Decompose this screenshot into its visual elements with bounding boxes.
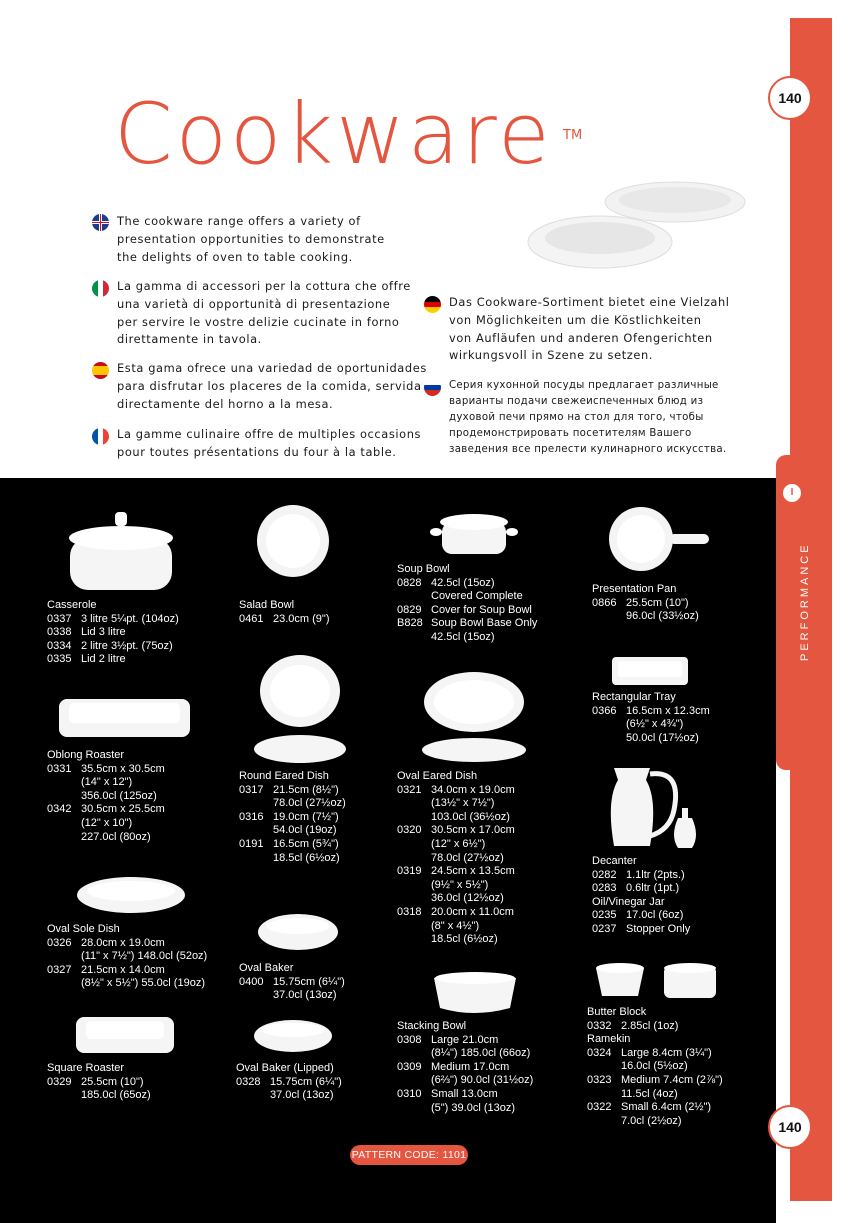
product-desc: 20.0cm x 11.0cm (8" x 4½") 18.5cl (6½oz) [431,905,514,946]
product-desc: Lid 3 litre [81,626,126,639]
paragraph-italian: La gamma di accessori per la cottura che offre una varietà di opportunità di presentazione per servire le vostre delizie cucinate in forno direttamente in tavola. [117,279,411,347]
product-desc: 30.5cm x 25.5cm (12" x 10") 227.0cl (80oz) [81,803,165,843]
oblong-roaster-image [57,697,192,739]
product-title: Oval Baker (Lipped) [236,1062,334,1074]
product-title: Oval Eared Dish [397,770,478,782]
product-round-eared-dish [239,770,346,865]
soup-bowl-image [430,508,518,558]
germany-flag-icon [424,296,441,313]
hero-dishes-image [500,160,760,280]
oval-sole-dish-image [75,875,187,917]
product-desc: 16.5cm (5¾") 18.5cl (6½oz) [273,837,340,864]
product-desc: 2 litre 3½pt. (75oz) [81,639,173,652]
page-number-bottom: 140 [768,1105,812,1149]
product-title: Oil/Vinegar Jar [592,895,665,908]
product-desc: 25.5cm (10") 96.0cl (33½oz) [626,596,699,623]
product-desc: Soup Bowl Base Only 42.5cl (15oz) [431,617,538,643]
product-square-roaster [47,1062,151,1103]
salad-bowl-image [255,503,335,583]
product-code: 0319 [397,865,422,878]
product-title: Oblong Roaster [47,749,125,761]
product-desc: 21.5cm x 14.0cm (8½" x 5½") 55.0cl (19oz) [81,963,205,990]
product-code: 0322 [587,1101,612,1114]
product-code: 0309 [397,1060,422,1073]
rectangular-tray-image [610,655,690,687]
product-title: Presentation Pan [592,583,677,595]
product-code: 0191 [239,837,264,850]
product-stacking-bowl [397,1020,533,1115]
product-desc: 30.5cm x 17.0cm (12" x 6½") 78.0cl (27½oz) [431,824,515,864]
oval-baker-lipped-image [252,1018,334,1058]
france-flag-icon [92,428,109,445]
product-oblong-roaster [47,749,165,844]
product-desc: 25.5cm (10") 185.0cl (65oz) [81,1075,151,1102]
product-desc: Medium 17.0cm (6⅔") 90.0cl (31½oz) [431,1060,534,1087]
product-desc: 15.75cm (6¼") 37.0cl (13oz) [273,975,345,1002]
trademark: TM [563,128,583,143]
product-code: 0337 [47,612,72,625]
product-code: 0332 [587,1019,612,1032]
italy-flag-icon [92,280,109,297]
section-label: PERFORMANCE [799,542,811,661]
product-code: 0866 [592,596,617,609]
product-desc: 16.5cm x 12.3cm (6½" x 4¾") 50.0cl (17½oz) [626,704,710,744]
oval-eared-dish-image [418,670,530,768]
square-roaster-image [74,1015,176,1055]
product-title: Oval Baker [239,962,294,974]
product-code: 0335 [47,653,72,666]
product-code: B828 [397,617,423,630]
product-desc: 19.0cm (7½") 54.0cl (19oz) [273,810,339,837]
product-code: 0828 [397,576,422,589]
product-code: 0461 [239,612,264,625]
butter-block-ramekin-image [592,962,722,1002]
product-code: 0400 [239,975,264,988]
product-code: 0324 [587,1046,612,1059]
product-desc: 15.75cm (6¼") 37.0cl (13oz) [270,1075,342,1102]
product-code: 0282 [592,868,617,881]
product-desc: Small 6.4cm (2½") 7.0cl (2½oz) [621,1101,712,1127]
product-title: Square Roaster [47,1062,125,1074]
product-desc: 21.5cm (8½") 78.0cl (27½oz) [273,783,346,810]
product-code: 0342 [47,803,72,816]
product-oval-sole-dish [47,923,207,991]
stacking-bowl-image [430,968,520,1016]
product-desc: Medium 7.4cm (2⅞") 11.5cl (4oz) [621,1073,723,1100]
paragraph-german: Das Cookware-Sortiment bietet eine Vielzahl von Möglichkeiten um die Köstlichkeiten von Aufläufen und anderen Ofengerichten wirkungsvoll in Szene zu setzen. [449,295,730,363]
product-code: 0366 [592,704,617,717]
product-code: 0235 [592,909,617,922]
product-code: 0326 [47,936,72,949]
product-desc: 42.5cl (15oz) Covered Complete [431,576,523,603]
product-code: 0283 [592,882,617,895]
paragraph-english: The cookware range offers a variety of presentation opportunities to demonstrate the delights of oven to table cooking. [117,214,385,264]
product-title: Soup Bowl [397,563,450,575]
product-desc: Stopper Only [626,922,691,935]
product-casserole [47,599,179,667]
product-desc: 2.85cl (1oz) [621,1019,679,1032]
product-title: Stacking Bowl [397,1020,467,1032]
pattern-code-badge: PATTERN CODE: 1101 [350,1145,468,1165]
product-title: Decanter [592,855,637,867]
product-butter-block [587,1006,723,1128]
product-desc: 0.6ltr (1pt.) [626,882,680,895]
product-title: Oval Sole Dish [47,923,120,935]
product-code: 0331 [47,762,72,775]
product-desc: Lid 2 litre [81,653,126,666]
uk-flag-icon [92,214,109,231]
product-code: 0237 [592,922,617,935]
product-salad-bowl [239,599,329,626]
product-desc: 24.5cm x 13.5cm (9½" x 5½") 36.0cl (12½oz) [431,865,515,905]
round-eared-dish-image [252,653,352,768]
product-title: Casserole [47,599,97,611]
casserole-image [60,508,185,593]
product-code: 0310 [397,1087,422,1100]
product-title: Salad Bowl [239,599,295,611]
presentation-pan-image [607,505,717,575]
product-title: Ramekin [587,1033,631,1046]
product-code: 0320 [397,824,422,837]
decanter-image [600,760,710,852]
paragraph-russian: Серия кухонной посуды предлагает различные варианты подачи свежеиспеченных блюд из духовой печи прямо на стол для того, чтобы продемонстрировать посетителям Вашего заведения все прелести кулинарного искусства. [449,380,727,455]
product-desc: 17.0cl (6oz) [626,909,684,922]
paragraph-spanish: Esta gama ofrece una variedad de oportunidades para disfrutar los placeres de la comida, servida directamente del horno a la mesa. [117,361,427,411]
product-title: Rectangular Tray [592,691,676,703]
oval-baker-image [256,912,341,954]
product-desc: Large 21.0cm (8¼") 185.0cl (66oz) [431,1033,531,1060]
product-code: 0317 [239,783,264,796]
product-oval-eared-dish [397,770,515,947]
product-code: 0334 [47,639,72,652]
product-decanter [592,855,690,937]
product-code: 0308 [397,1033,422,1046]
product-desc: 35.5cm x 30.5cm (14" x 12") 356.0cl (125oz) [81,762,165,802]
product-desc: 1.1ltr (2pts.) [626,868,685,881]
product-presentation-pan [592,583,699,624]
spain-flag-icon [92,362,109,379]
product-desc: Cover for Soup Bowl [431,603,532,616]
product-desc: 3 litre 5¼pt. (104oz) [81,612,179,625]
product-soup-bowl [397,563,537,645]
product-title: Round Eared Dish [239,770,329,782]
product-code: 0338 [47,626,72,639]
product-rectangular-tray [592,691,710,745]
product-oval-baker-lipped [236,1062,342,1103]
product-desc: Large 8.4cm (3¼") 16.0cl (5½oz) [621,1046,712,1073]
product-code: 0316 [239,810,264,823]
product-code: 0321 [397,783,422,796]
product-oval-baker [239,962,345,1003]
section-badge: I [783,484,801,502]
product-desc: Small 13.0cm (5") 39.0cl (13oz) [431,1087,515,1114]
product-code: 0327 [47,963,72,976]
product-desc: 34.0cm x 19.0cm (13½" x 7½") 103.0cl (36½oz) [431,783,515,823]
paragraph-french: La gamme culinaire offre de multiples occasions pour toutes présentations du four à la table. [117,427,422,459]
product-code: 0328 [236,1075,261,1088]
page-number-top: 140 [768,76,812,120]
product-desc: 23.0cm (9") [273,612,330,625]
product-title: Butter Block [587,1006,647,1018]
page-title: Cookware [114,85,553,183]
product-code: 0318 [397,905,422,918]
product-code: 0323 [587,1073,612,1086]
product-desc: 28.0cm x 19.0cm (11" x 7½") 148.0cl (52oz) [81,936,208,963]
product-code: 0329 [47,1075,72,1088]
product-code: 0829 [397,603,422,616]
